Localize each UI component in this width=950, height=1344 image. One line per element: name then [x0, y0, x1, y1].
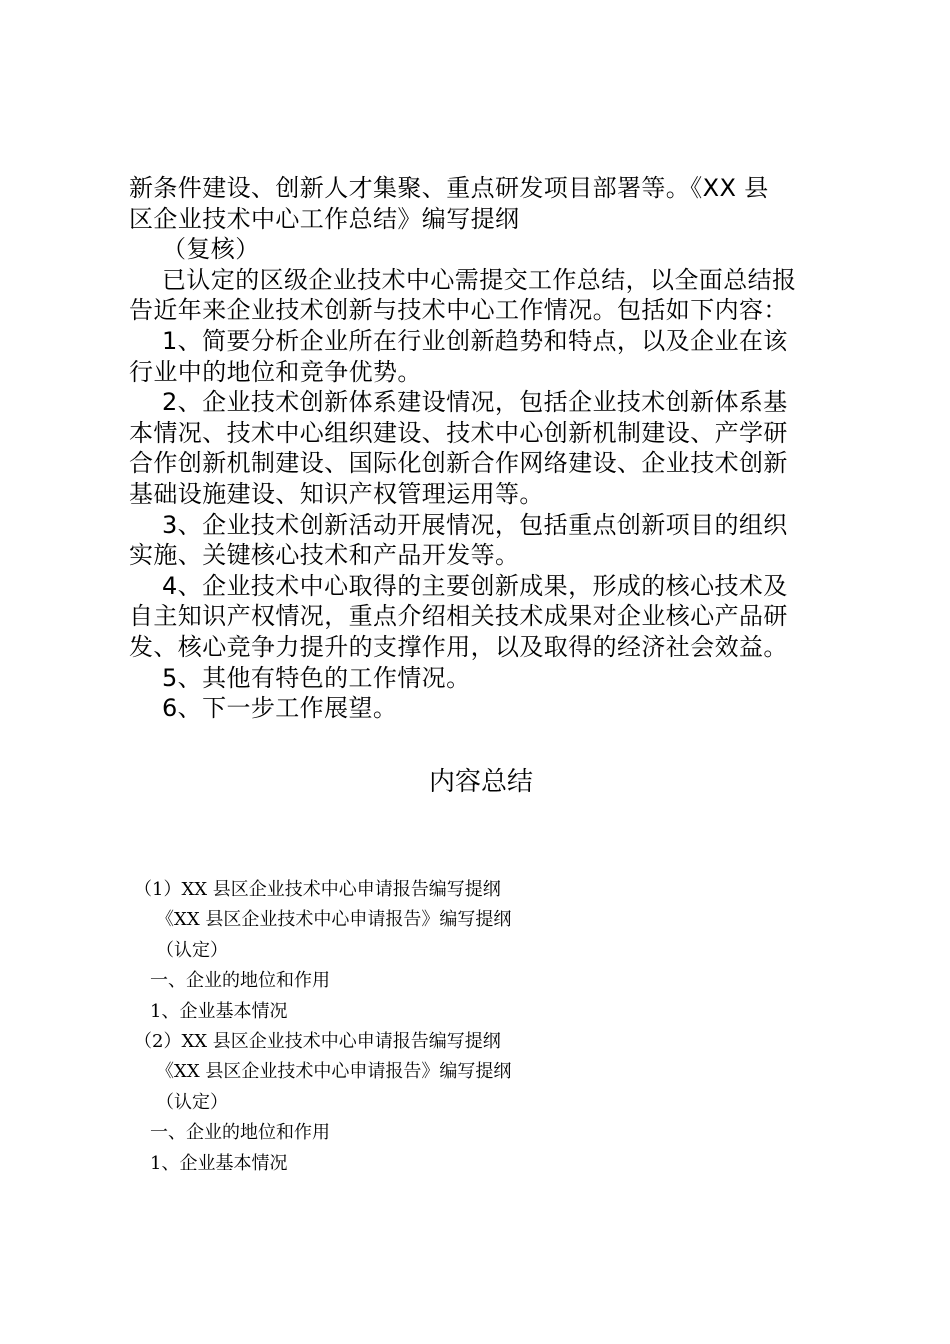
body-line: （复核）	[162, 235, 260, 264]
body-line: 4、企业技术中心取得的主要创新成果，形成的核心技术及	[162, 571, 788, 600]
body-line: 1、简要分析企业所在行业创新趋势和特点，以及企业在该	[162, 326, 788, 355]
body-line: 2、企业技术创新体系建设情况，包括企业技术创新体系基	[162, 388, 788, 417]
summary-item: （2）XX 县区企业技术中心申请报告编写提纲	[134, 1031, 501, 1053]
body-line: 6、下一步工作展望。	[162, 694, 398, 723]
summary-item: （认定）	[156, 1091, 228, 1113]
summary-item: （认定）	[156, 939, 228, 961]
body-line: 告近年来企业技术创新与技术中心工作情况。包括如下内容：	[129, 296, 788, 325]
summary-item: 一、企业的地位和作用	[150, 970, 330, 992]
body-line: 区企业技术中心工作总结》编写提纲	[129, 204, 520, 233]
body-line: 合作创新机制建设、国际化创新合作网络建设、企业技术创新	[129, 449, 788, 478]
body-line: 新条件建设、创新人才集聚、重点研发项目部署等。《XX 县	[129, 174, 769, 202]
summary-item: 《XX 县区企业技术中心申请报告》编写提纲	[156, 1061, 512, 1083]
summary-item: 1、企业基本情况	[150, 1000, 288, 1022]
summary-item: 一、企业的地位和作用	[150, 1122, 330, 1144]
body-line: 实施、关键核心技术和产品开发等。	[129, 541, 520, 570]
body-line: 自主知识产权情况，重点介绍相关技术成果对企业核心产品研	[129, 602, 788, 631]
summary-list	[130, 875, 730, 1179]
body-line: 基础设施建设、知识产权管理运用等。	[129, 479, 544, 508]
body-line: 3、企业技术创新活动开展情况，包括重点创新项目的组织	[162, 510, 788, 539]
summary-item: 《XX 县区企业技术中心申请报告》编写提纲	[156, 909, 512, 931]
body-line: 发、核心竞争力提升的支撑作用，以及取得的经济社会效益。	[129, 632, 788, 661]
summary-item: 1、企业基本情况	[150, 1152, 288, 1174]
body-line: 本情况、技术中心组织建设、技术中心创新机制建设、产学研	[129, 418, 788, 447]
body-line: 行业中的地位和竞争优势。	[129, 357, 422, 386]
summary-heading: 内容总结	[428, 767, 533, 797]
body-line: 已认定的区级企业技术中心需提交工作总结，以全面总结报	[162, 265, 797, 294]
body-text	[129, 173, 829, 724]
summary-item: （1）XX 县区企业技术中心申请报告编写提纲	[134, 879, 501, 900]
body-line: 5、其他有特色的工作情况。	[162, 663, 471, 692]
